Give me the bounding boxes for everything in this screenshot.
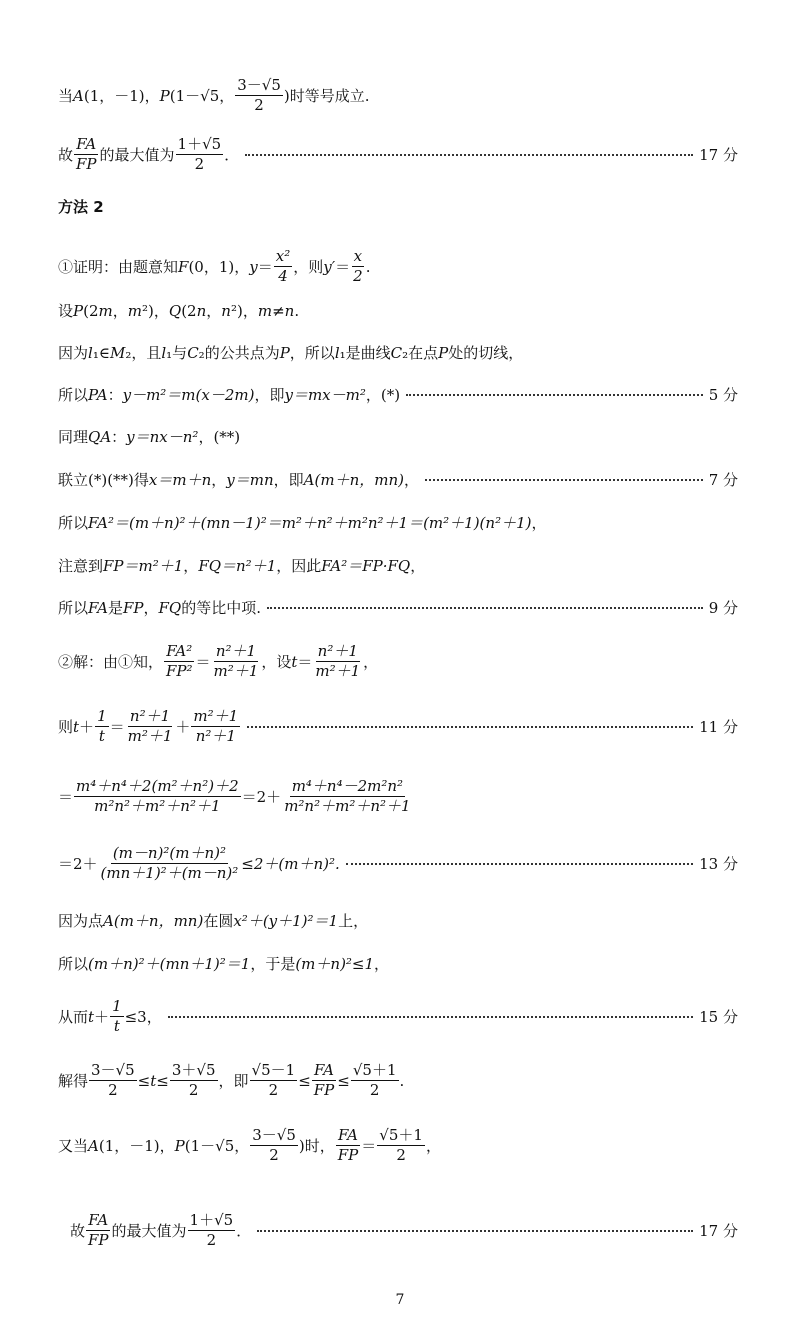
page-number: 7 (395, 1292, 405, 1308)
fraction: $\frac{\text{n²＋1}}{\text{m²＋1}}$ (315, 642, 361, 681)
score: 7 分 (708, 471, 738, 489)
line-tangent: 因为 l ₁ ∈ M ₂ ，且 l ₁ 与 C ₂ 的公共点为 P ，所以 l ₁ 是曲线 C ₂ 在点 P 处的切线， (58, 344, 524, 362)
line-geometric-mean: 所以 FA 是 FP ， FQ 的等比中项. 9 分 (58, 599, 738, 617)
dotted-leader (247, 726, 693, 728)
line-part2-start: ②解：由①知， $\frac{\text{FA²}}{\text{FP²}}$ ＝ $\frac{\text{n²＋1}}{\text{m²＋1}}$ ，设 t ＝ $\frac{\text{n²＋1}}{\text{m²＋1}}$ ， (58, 642, 379, 681)
fraction: $\frac{FA}{FP}$ (88, 1211, 109, 1250)
line-equality-condition: 当 A (1，－1)， P (1－√5， $\frac{3-√5}{2}$ )时等号成立. (58, 76, 370, 115)
fraction: $\frac{\text{m⁴＋n⁴＋2(m²＋n²)＋2}}{\text{m²n²＋m²＋n²＋1}}$ (76, 777, 239, 816)
dotted-leader (425, 479, 703, 481)
dotted-leader (346, 863, 693, 865)
score: 9 分 (708, 599, 738, 617)
line-expansion: ＝ $\frac{\text{m⁴＋n⁴＋2(m²＋n²)＋2}}{\text{m²n²＋m²＋n²＋1}}$ ＝2＋ $\frac{\text{m⁴＋n⁴－2m²n²}}{\text{m²n²＋m²＋n²＋1}}$ (58, 777, 411, 816)
score: 17 分 (699, 1221, 738, 1240)
line-max-value-2: 故 $\frac{FA}{FP}$ 的最大值为 $\frac{1+√5}{2}$ ． 17 分 (70, 1211, 738, 1250)
line-set-points: 设 P (2 m ， m ²)， Q (2 n ， n ²)， m ≠ n . (58, 302, 300, 320)
line-max-value-1: 故 $\frac{FA}{FP}$ 的最大值为 $\frac{1+√5}{2}$ ． 17 分 (58, 135, 738, 174)
fraction: $\frac{\text{m⁴＋n⁴－2m²n²}}{\text{m²n²＋m²＋n²＋1}}$ (284, 777, 411, 816)
dotted-leader (245, 154, 693, 156)
score: 17 分 (699, 145, 738, 164)
fraction: $\frac{1}{t}$ (97, 707, 107, 746)
fraction: $\frac{\text{FA²}}{\text{FP²}}$ (166, 642, 193, 681)
method-heading: 方法 2 (58, 198, 104, 216)
fraction: $\frac{\text{n²＋1}}{\text{m²＋1}}$ (213, 642, 259, 681)
line-fp-fq: 注意到 FP＝m²＋1 ， FQ＝n²＋1 ，因此 FA²＝FP·FQ ， (58, 557, 426, 575)
fraction: $\frac{FA}{FP}$ (76, 135, 97, 174)
line-equality-check: 又当 A (1，－1)， P (1－√5， $\frac{3-√5}{2}$ )时， $\frac{FA}{FP}$ ＝ $\frac{√5+1}{2}$ ， (58, 1126, 441, 1165)
fraction: $\frac{1+√5}{2}$ (177, 135, 222, 174)
score: 5 分 (708, 386, 738, 404)
dotted-leader (406, 394, 703, 396)
fraction: $\frac{3+√5}{2}$ (171, 1061, 216, 1100)
score: 13 分 (699, 854, 738, 873)
line-circle-eq: 所以 (m＋n)²＋(mn＋1)²＝1 ，于是 (m＋n)²≤1 ， (58, 955, 390, 973)
fraction: $\frac{\text{x²}}{4}$ (275, 247, 291, 286)
fraction: $\frac{1}{t}$ (112, 997, 122, 1036)
dotted-leader (267, 607, 703, 609)
line-solve-a: 联立(*)(**)得 x＝m＋n ， y＝mn ，即 A(m＋n，mn) ， 7 分 (58, 471, 738, 489)
line-qa-equation: 同理 QA ： y＝nx－n² ，(**) (58, 428, 241, 446)
fraction: $\frac{3-√5}{2}$ (91, 1061, 135, 1100)
fraction: $\frac{1+√5}{2}$ (189, 1211, 234, 1250)
fraction: $\frac{\text{n²＋1}}{\text{m²＋1}}$ (127, 707, 173, 746)
line-solve-t: 解得 $\frac{3-√5}{2}$ ≤ t ≤ $\frac{3+√5}{2}$ ，即 $\frac{√5-1}{2}$ ≤ $\frac{FA}{FP}$ ≤ $\frac{√5+1}{2}$ . (58, 1061, 405, 1100)
fraction: $\frac{\text{(m－n)²(m＋n)²}}{\text{(mn＋1)²＋(m－n)²}}$ (100, 844, 239, 883)
dotted-leader (257, 1230, 693, 1232)
line-t-plus-inverse: 则 t ＋ $\frac{1}{t}$ ＝ $\frac{\text{n²＋1}}{\text{m²＋1}}$ ＋ $\frac{\text{m²＋1}}{\text{n²＋1}}$ 11 分 (58, 707, 738, 746)
fraction: $\frac{3-√5}{2}$ (252, 1126, 296, 1165)
line-fa-squared: 所以 FA²＝(m＋n)²＋(mn－1)²＝m²＋n²＋m²n²＋1＝(m²＋1)(n²＋1) ， (58, 514, 547, 532)
fraction: $\frac{x}{2}$ (353, 247, 363, 286)
fraction: $\frac{FA}{FP}$ (313, 1061, 335, 1100)
fraction: $\frac{√5-1}{2}$ (251, 1061, 296, 1100)
score: 11 分 (699, 717, 738, 736)
line-pa-equation: 所以 PA ： y－m²＝m(x－2m) ，即 y＝mx－m² ，(*) 5 分 (58, 386, 738, 404)
score: 15 分 (699, 1007, 738, 1026)
fraction: $\frac{\text{m²＋1}}{\text{n²＋1}}$ (193, 707, 239, 746)
dotted-leader (168, 1016, 693, 1018)
line-circle: 因为点 A(m＋n，mn) 在圆 x²＋(y＋1)²＝1 上， (58, 912, 369, 930)
line-inequality: ＝2＋ $\frac{\text{(m－n)²(m＋n)²}}{\text{(mn＋1)²＋(m－n)²}}$ ≤2＋(m＋n)². 13 分 (58, 844, 738, 883)
line-proof-start: ①证明：由题意知 F (0，1)， y ＝ $\frac{\text{x²}}{4}$ ，则 y′ ＝ $\frac{x}{2}$ . (58, 247, 371, 286)
fraction: $\frac{3-√5}{2}$ (237, 76, 281, 115)
fraction: $\frac{√5+1}{2}$ (352, 1061, 397, 1100)
line-t-bound: 从而 t ＋ $\frac{1}{t}$ ≤3， 15 分 (58, 997, 738, 1036)
fraction: $\frac{√5+1}{2}$ (379, 1126, 423, 1165)
fraction: $\frac{FA}{FP}$ (337, 1126, 359, 1165)
